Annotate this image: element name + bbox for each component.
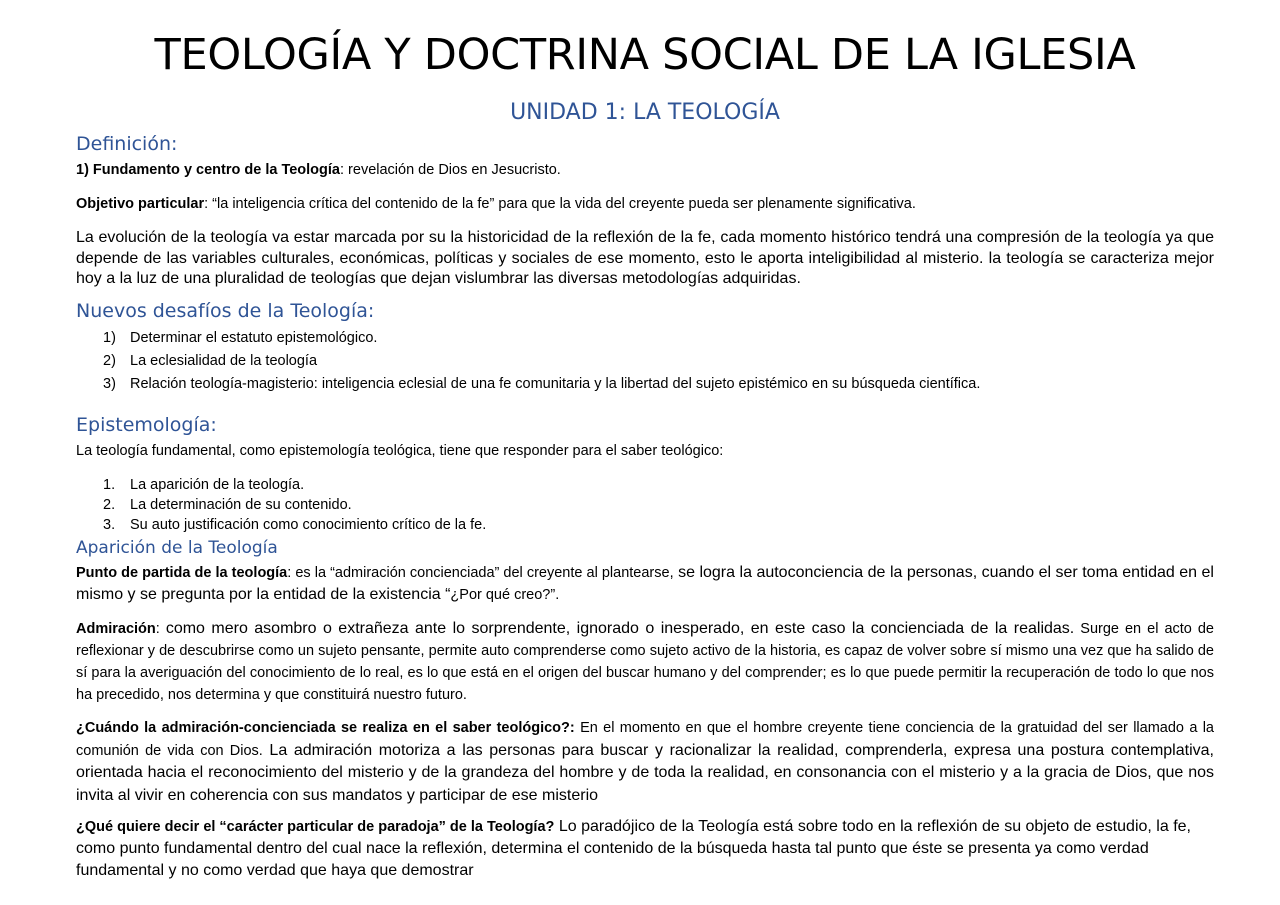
list-item-text: Determinar el estatuto epistemológico. (130, 330, 378, 346)
desafios-item-1 (103, 328, 1213, 349)
epistemologia-item-3 (103, 515, 1213, 536)
definicion-p2-text: : “la inteligencia crítica del contenido de la fe” para que la vida del creyente pueda ser plenamente significativa. (204, 196, 916, 212)
list-number: 2) (103, 353, 116, 369)
aparicion-p3-text-b: La admiración motoriza a las personas para buscar y racionalizar la realidad, comprenderla, expresa una postura contemplativa, orientada hacia el reconocimiento del misterio y de la grandeza del hombre y de toda la realidad, en consonancia con el misterio y a la gracia de Dios, que nos invita al vivir en coherencia con sus mandatos y participar de ese misterio (76, 741, 1214, 804)
list-item-text: Relación teología-magisterio: inteligencia eclesial de una fe comunitaria y la libertad del sujeto epistémico en su búsqueda científica. (130, 376, 981, 392)
desafios-item-3 (103, 374, 1213, 395)
aparicion-p2-text-a: : (155, 621, 166, 637)
desafios-item-2 (103, 351, 1213, 372)
definicion-paragraph-2 (76, 194, 1214, 215)
aparicion-p2-bold: Admiración (76, 621, 156, 637)
list-number: 2. (103, 497, 116, 513)
definicion-p2-bold: Objetivo particular (76, 196, 205, 212)
heading-desafios: Nuevos desafíos de la Teología: (76, 300, 375, 322)
aparicion-p1-text-a: : es la “admiración concienciada” del creyente al plantearse, (287, 565, 674, 581)
list-number: 3. (103, 517, 116, 533)
aparicion-paragraph-4 (76, 816, 1214, 882)
definicion-p1-text: : revelación de Dios en Jesucristo. (340, 162, 561, 178)
aparicion-p2-text-b: como mero asombro o extrañeza ante lo sorprendente, ignorado o inesperado, en este caso la concienciada de la realidas. (165, 620, 1075, 637)
aparicion-p3-bold: ¿Cuándo la admiración-concienciada se realiza en el saber teológico?: (76, 720, 575, 736)
aparicion-p1-bold: Punto de partida de la teología (76, 565, 288, 581)
list-item-text: La determinación de su contenido. (130, 497, 352, 513)
aparicion-p1-text-b: se logra la autoconciencia de la personas, cuando el ser toma entidad en el mismo y se pregunta por la entidad de la existencia “ (76, 564, 1214, 603)
aparicion-p4-text: Lo paradójico de la Teología está sobre todo en la reflexión de su objeto de estudio, la fe, como punto fundamental dentro del cual nace la reflexión, determina el contenido de la búsqueda hasta tal punto que éste se presenta ya como verdad fundamental y no como verdad que haya que demostrar (76, 818, 1191, 879)
aparicion-paragraph-2 (76, 618, 1214, 706)
aparicion-p1-text-c: ¿Por qué creo?”. (450, 587, 560, 603)
list-item-text: Su auto justificación como conocimiento crítico de la fe. (130, 517, 487, 533)
list-item-text: La eclesialidad de la teología (130, 353, 318, 369)
list-number: 1. (103, 477, 116, 493)
aparicion-p2-text-c: Surge en el acto de reflexionar y de descubrirse como un sujeto pensante, permite auto comprenderse como sujeto activo de la historia, es capaz de volver sobre sí mismo una vez que ha salido de sí para la averiguación del conocimiento de lo real, es lo que está en el origen del buscar humano y del comprender; es lo que puede permitir la recuperación de todo lo que nos ha precedido, nos determina y que constituirá nuestro futuro. (76, 621, 1214, 703)
epistemologia-intro: La teología fundamental, como epistemología teológica, tiene que responder para el saber teológico: (76, 443, 724, 459)
unit-subtitle: UNIDAD 1: LA TEOLOGÍA (510, 100, 780, 125)
aparicion-paragraph-1 (76, 562, 1214, 606)
definicion-paragraph-1 (76, 160, 1214, 181)
list-number: 3) (103, 376, 116, 392)
list-number: 1) (103, 330, 116, 346)
aparicion-p3-text-a: En el momento en que el hombre creyente tiene conciencia de la gratuidad del ser llamado a la comunión de vida con Dios. (76, 720, 1214, 759)
aparicion-paragraph-3 (76, 718, 1214, 807)
epistemologia-item-1 (103, 475, 1213, 496)
document-title: TEOLOGÍA Y DOCTRINA SOCIAL DE LA IGLESIA (154, 30, 1136, 80)
epistemologia-item-2 (103, 495, 1213, 516)
heading-epistemologia: Epistemología: (76, 414, 217, 436)
definicion-paragraph-3: La evolución de la teología va estar marcada por su la historicidad de la reflexión de la fe, cada momento histórico tendrá una compresión de la teología ya que depende de las variables culturales, económicas, políticas y sociales de ese momento, esto le aporta inteligibilidad al misterio. la teología se caracteriza mejor hoy a la luz de una pluralidad de teologías que dejan vislumbrar las diversas metodologías adquiridas. (76, 229, 1214, 287)
definicion-p1-bold: 1) Fundamento y centro de la Teología (76, 162, 340, 178)
heading-definicion: Definición: (76, 133, 178, 155)
heading-aparicion: Aparición de la Teología (76, 538, 278, 558)
list-item-text: La aparición de la teología. (130, 477, 305, 493)
aparicion-p4-bold: ¿Qué quiere decir el “carácter particular de paradoja” de la Teología? (76, 819, 555, 835)
